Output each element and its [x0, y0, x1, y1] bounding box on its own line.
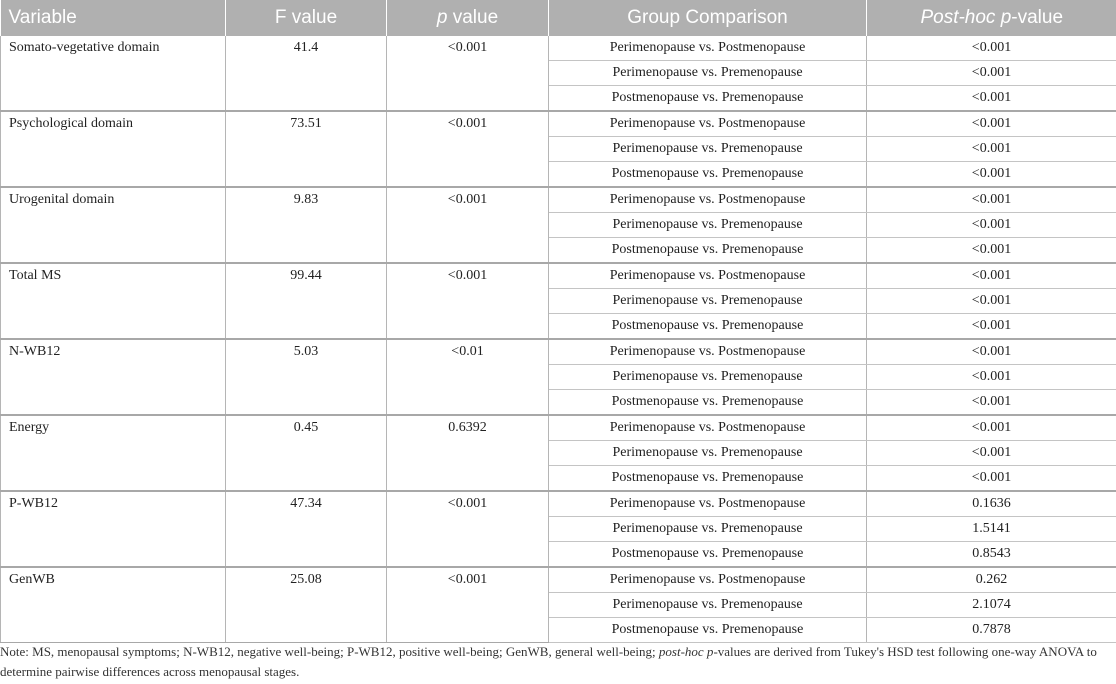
group-comparison-cell: Postmenopause vs. Premenopause [549, 238, 867, 264]
variable-cell: Urogenital domain [1, 187, 226, 263]
group-comparison-cell: Postmenopause vs. Premenopause [549, 542, 867, 568]
post-hoc-value-cell: <0.001 [867, 36, 1116, 61]
post-hoc-value-cell: <0.001 [867, 441, 1116, 466]
f-value-cell: 73.51 [226, 111, 387, 187]
group-comparison-cell: Perimenopause vs. Postmenopause [549, 567, 867, 593]
table-row [1, 187, 1116, 213]
table-body [1, 36, 1116, 643]
note-text-1: Note: MS, menopausal symptoms; N-WB12, negative well-being; P-WB12, positive well-being; GenWB, general well-being; [0, 644, 659, 659]
post-hoc-value-cell: <0.001 [867, 263, 1116, 289]
note-text-2: -values are derived from Tukey's HSD test following one-way ANOVA to determine pairwise differences across menopausal stages. [0, 644, 1097, 679]
group-comparison-cell: Perimenopause vs. Postmenopause [549, 36, 867, 61]
post-hoc-value-cell: <0.001 [867, 187, 1116, 213]
header-group-comparison: Group Comparison [549, 0, 867, 36]
group-comparison-cell: Postmenopause vs. Premenopause [549, 162, 867, 188]
post-hoc-value-cell: <0.001 [867, 365, 1116, 390]
f-value-cell: 99.44 [226, 263, 387, 339]
group-comparison-cell: Postmenopause vs. Premenopause [549, 466, 867, 492]
note-text-italic: post-hoc p [658, 644, 714, 659]
group-comparison-cell: Perimenopause vs. Postmenopause [549, 415, 867, 441]
variable-cell: Psychological domain [1, 111, 226, 187]
p-value-cell: 0.6392 [387, 415, 549, 491]
group-comparison-cell: Perimenopause vs. Postmenopause [549, 111, 867, 137]
group-comparison-cell: Perimenopause vs. Postmenopause [549, 187, 867, 213]
post-hoc-value-cell: <0.001 [867, 238, 1116, 264]
p-value-cell: <0.001 [387, 491, 549, 567]
group-comparison-cell: Perimenopause vs. Postmenopause [549, 263, 867, 289]
table-row [1, 339, 1116, 365]
f-value-cell: 0.45 [226, 415, 387, 491]
variable-cell: Somato-vegetative domain [1, 36, 226, 111]
table-note [0, 642, 1116, 682]
f-value-cell: 9.83 [226, 187, 387, 263]
group-comparison-cell: Perimenopause vs. Premenopause [549, 593, 867, 618]
p-value-cell: <0.001 [387, 36, 549, 111]
f-value-cell: 41.4 [226, 36, 387, 111]
p-value-cell: <0.001 [387, 567, 549, 643]
post-hoc-value-cell: 0.1636 [867, 491, 1116, 517]
f-value-cell: 5.03 [226, 339, 387, 415]
post-hoc-value-cell: 2.1074 [867, 593, 1116, 618]
group-comparison-cell: Perimenopause vs. Premenopause [549, 441, 867, 466]
header-post-hoc [867, 0, 1116, 36]
p-value-cell: <0.01 [387, 339, 549, 415]
p-value-cell: <0.001 [387, 263, 549, 339]
group-comparison-cell: Postmenopause vs. Premenopause [549, 390, 867, 416]
variable-cell: P-WB12 [1, 491, 226, 567]
header-post-hoc-rest: -value [1011, 7, 1064, 28]
post-hoc-value-cell: <0.001 [867, 289, 1116, 314]
group-comparison-cell: Perimenopause vs. Postmenopause [549, 339, 867, 365]
post-hoc-value-cell: <0.001 [867, 466, 1116, 492]
table-row [1, 263, 1116, 289]
group-comparison-cell: Postmenopause vs. Premenopause [549, 86, 867, 112]
group-comparison-cell: Postmenopause vs. Premenopause [549, 314, 867, 340]
table-row [1, 111, 1116, 137]
post-hoc-value-cell: 0.262 [867, 567, 1116, 593]
table-row [1, 491, 1116, 517]
header-row [1, 0, 1116, 36]
table-row [1, 36, 1116, 61]
header-post-hoc-italic: Post-hoc p [920, 7, 1012, 28]
header-p-value-rest: value [447, 7, 499, 28]
post-hoc-value-cell: <0.001 [867, 314, 1116, 340]
f-value-cell: 25.08 [226, 567, 387, 643]
group-comparison-cell: Perimenopause vs. Premenopause [549, 137, 867, 162]
post-hoc-value-cell: <0.001 [867, 213, 1116, 238]
post-hoc-value-cell: <0.001 [867, 61, 1116, 86]
group-comparison-cell: Perimenopause vs. Premenopause [549, 365, 867, 390]
post-hoc-value-cell: <0.001 [867, 111, 1116, 137]
group-comparison-cell: Perimenopause vs. Premenopause [549, 517, 867, 542]
p-value-cell: <0.001 [387, 111, 549, 187]
header-f-value: F value [226, 0, 387, 36]
post-hoc-value-cell: <0.001 [867, 162, 1116, 188]
f-value-cell: 47.34 [226, 491, 387, 567]
variable-cell: GenWB [1, 567, 226, 643]
header-p-value [387, 0, 549, 36]
group-comparison-cell: Perimenopause vs. Premenopause [549, 213, 867, 238]
post-hoc-value-cell: <0.001 [867, 390, 1116, 416]
p-value-cell: <0.001 [387, 187, 549, 263]
variable-cell: Total MS [1, 263, 226, 339]
group-comparison-cell: Perimenopause vs. Postmenopause [549, 491, 867, 517]
group-comparison-cell: Perimenopause vs. Premenopause [549, 61, 867, 86]
table-row [1, 415, 1116, 441]
group-comparison-cell: Perimenopause vs. Premenopause [549, 289, 867, 314]
post-hoc-value-cell: <0.001 [867, 339, 1116, 365]
post-hoc-value-cell: <0.001 [867, 415, 1116, 441]
table-row [1, 567, 1116, 593]
group-comparison-cell: Postmenopause vs. Premenopause [549, 618, 867, 643]
variable-cell: Energy [1, 415, 226, 491]
post-hoc-value-cell: <0.001 [867, 86, 1116, 112]
header-p-value-italic: p [436, 7, 448, 28]
header-variable: Variable [1, 0, 226, 36]
variable-cell: N-WB12 [1, 339, 226, 415]
post-hoc-value-cell: 0.8543 [867, 542, 1116, 568]
post-hoc-value-cell: <0.001 [867, 137, 1116, 162]
post-hoc-value-cell: 1.5141 [867, 517, 1116, 542]
post-hoc-value-cell: 0.7878 [867, 618, 1116, 643]
